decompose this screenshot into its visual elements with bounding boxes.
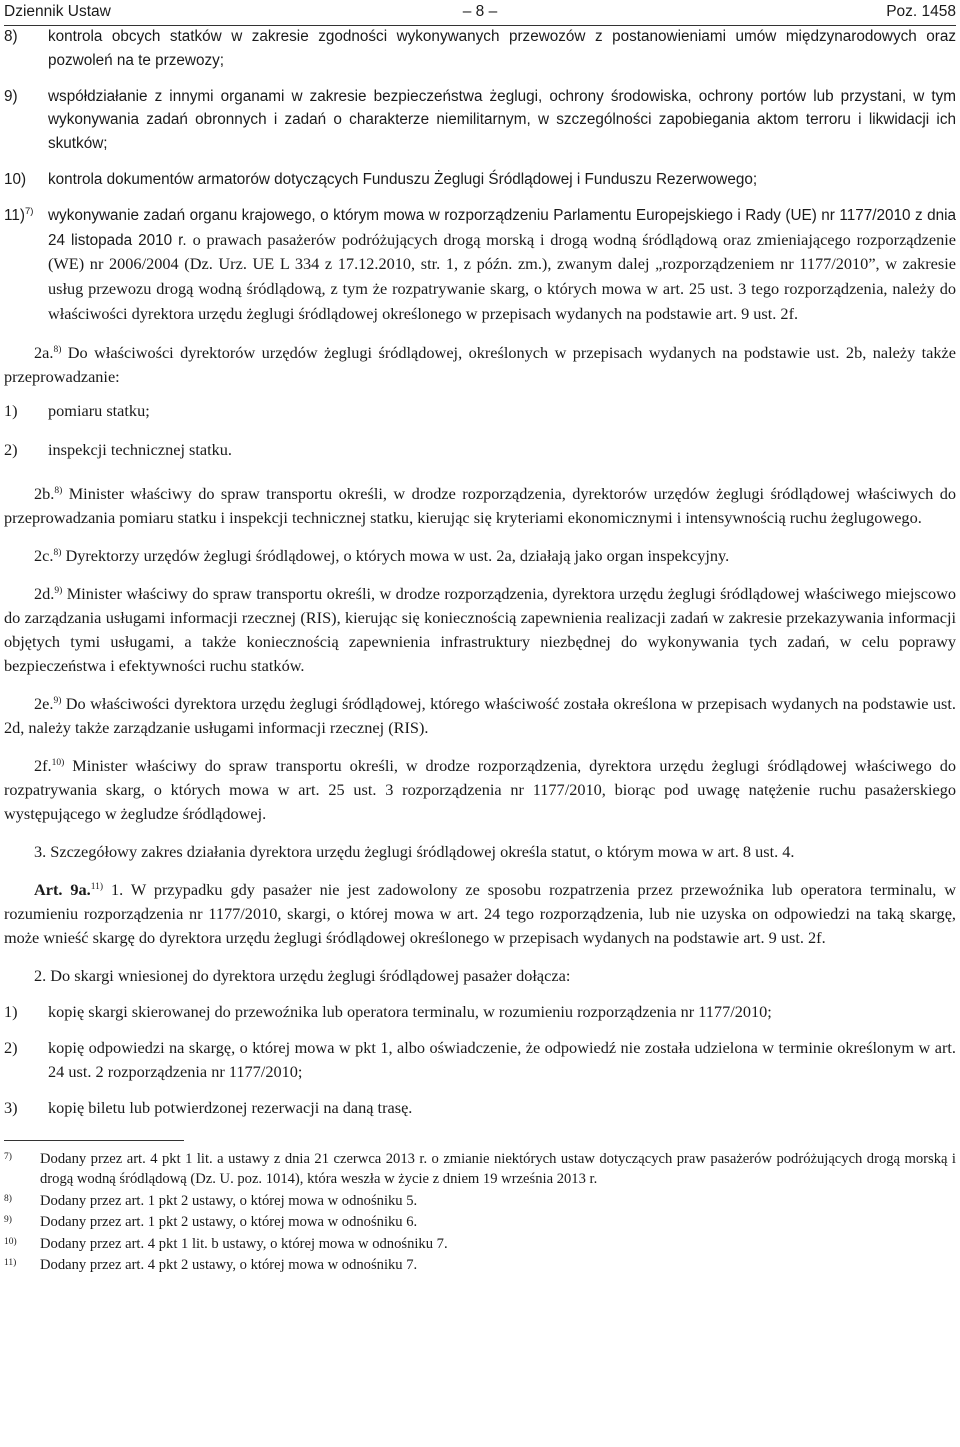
list-item-number: 2) (4, 1037, 18, 1057)
footnote-ref: 8) (53, 344, 62, 355)
list-item-8 (4, 25, 956, 73)
document-page (4, 0, 956, 1276)
list-item-11 (4, 204, 956, 327)
list-item-text: kopię skargi skierowanej do przewoźnika lub operatora terminalu, w rozumieniu rozporządzenia nr 1177/2010; (48, 1001, 772, 1021)
list-item-number: 9) (4, 87, 18, 105)
footnote-text: Dodany przez art. 1 pkt 2 ustawy, o której mowa w odnośniku 5. (40, 1192, 418, 1209)
running-header (4, 0, 956, 26)
list-item-text: wykonywanie zadań organu krajowego, o którym mowa w rozporządzeniu Parlamentu Europejskiego i Rady (UE) nr 1177/2010 z dnia 24 listopada 2010 r. o prawach pasażerów podróżujących drogą morską i drogą wodną śródlądową oraz zmieniającego rozporządzenie (WE) nr 2006/2004 (Dz. Urz. UE L 334 z 17.12.2010, str. 1, z późn. zm.), zwanym dalej „rozporządzeniem nr 1177/2010”, w zakresie usług przewozu drogą wodną śródlądową, z tym że rozpatrywanie skarg, o których mowa w art. 25 ust. 3 tego rozporządzenia, należy do właściwości dyrektora urzędu żeglugi śródlądowej określonego w przepisach wydanych na podstawie art. 9 ust. 2f. (48, 206, 957, 323)
list-item-1 (4, 399, 956, 423)
footnote-text: Dodany przez art. 4 pkt 1 lit. a ustawy z dnia 21 czerwca 2013 r. o zmianie niektórych ustaw dotyczących praw pasażerów podróżujących drogą morską i drogą wodną śródlądową (Dz. U. poz. 1014), która weszła w życie z dniem 19 września 2013 r. (40, 1150, 956, 1188)
section-2a-to-2f (4, 341, 956, 1120)
paragraph-2c: 2c.$^{8)}$ Dyrektorzy urzędów żeglugi śródlądowej, o których mowa w ust. 2a, działają jako organ inspekcyjny. (34, 545, 730, 565)
footnote-number: 11) (4, 1258, 17, 1269)
footnote-ref: 8) (53, 547, 62, 558)
list-item-text: kopię odpowiedzi na skargę, o której mowa w pkt 1, albo oświadczenie, że odpowiedź nie została udzielona w terminie określonym w art. 24 ust. 2 rozporządzenia nr 1177/2010; (48, 1037, 956, 1081)
footnote-number: 10) (4, 1236, 17, 1247)
list-item-3 (4, 1096, 956, 1120)
footnote-ref: 8) (54, 485, 63, 496)
footnote-7 (4, 1149, 956, 1190)
list-item-text: pomiaru statku; (48, 400, 150, 420)
position-number: Poz. 1458 (886, 3, 956, 20)
list-item-number: 2) (4, 439, 18, 459)
list-item-number: 1) (4, 400, 18, 420)
paragraph-2d: 2d.$^{9)}$ Minister właściwy do spraw transportu określi, w drodze rozporządzenia, dyrektora urzędu żeglugi śródlądowej właściwego miejscowo do zarządzania usługami informacji rzecznej (RIS), kierując się koniecznością zapewnienia realizacji zadań w zakresie przekazywania informacji objętych tymi usługami, a także koniecznością zapewnienia infrastruktury niezbędnej do wykonywania tych zadań, w celu poprawy bezpieczeństwa i efektywności ruchu statków. (4, 583, 957, 675)
paragraph-2b: 2b.$^{8)}$ Minister właściwy do spraw transportu określi, w drodze rozporządzenia, dyrektorów urzędów żeglugi śródlądowej właściwych do przeprowadzania pomiaru statku i inspekcji technicznej statku, kierując się kryteriami ekonomicznymi i intensywnością ruchu żeglugowego. (4, 483, 956, 527)
footnote-text: Dodany przez art. 1 pkt 2 ustawy, o której mowa w odnośniku 6. (40, 1214, 418, 1231)
footnote-ref: 11) (90, 881, 104, 892)
footnotes (4, 1149, 956, 1276)
footnote-ref: 9) (54, 585, 63, 596)
paragraph-3: 3. Szczegółowy zakres działania dyrektora urzędu żeglugi śródlądowej określa statut, o którym mowa w art. 8 ust. 4. (34, 841, 795, 861)
list-item-number: 1) (4, 1001, 18, 1021)
footnote-number: 9) (4, 1215, 12, 1226)
footnote-9 (4, 1212, 956, 1233)
page-number: – 8 – (462, 3, 498, 20)
footnote-number: 7) (4, 1151, 12, 1162)
list-item-text: kontrola obcych statków w zakresie zgodności wykonywanych przewozów z postanowieniami umów międzynarodowych oraz pozwoleń na te przewozy; (48, 28, 956, 69)
list-item-9 (4, 85, 956, 156)
footnote-text: Dodany przez art. 4 pkt 1 lit. b ustawy, o której mowa w odnośniku 7. (40, 1235, 448, 1252)
article-9a-paragraph-1: Art. 9a.$^{11)}$ 1. W przypadku gdy pasażer nie jest zadowolony ze sposobu rozpatrzenia przez przewoźnika lub operatora terminalu, w rozumieniu rozporządzenia nr 1177/2010, skargi, o której mowa w art. 24 tego rozporządzenia, lub nie uzyska on odpowiedzi na taką skargę, może wnieść skargę do dyrektora urzędu żeglugi śródlądowej określonego w przepisach wydanych na podstawie art. 9 ust. 2f. (4, 879, 957, 947)
footnote-11 (4, 1255, 956, 1276)
footnote-ref: 10) (51, 757, 65, 768)
article-9a-paragraph-2: 2. Do skargi wniesionej do dyrektora urzędu żeglugi śródlądowej pasażer dołącza: (34, 965, 571, 985)
list-item-number: 3) (4, 1097, 18, 1117)
list-item-number: 11)$^{7)}$ (4, 205, 34, 224)
list-item-2 (4, 1036, 956, 1084)
list-item-1 (4, 1000, 956, 1024)
list-item-2 (4, 438, 956, 462)
footnote-10 (4, 1234, 956, 1255)
list-item-text: inspekcji technicznej statku. (48, 439, 233, 459)
footnote-ref: 9) (53, 695, 62, 706)
footnote-text: Dodany przez art. 4 pkt 2 ustawy, o której mowa w odnośniku 7. (40, 1257, 418, 1274)
document-body (4, 25, 956, 1276)
footnote-separator (4, 1140, 184, 1141)
paragraph-2a: 2a.$^{8)}$ Do właściwości dyrektorów urzędów żeglugi śródlądowej, określonych w przepisach wydanych na podstawie ust. 2b, należy także przeprowadzanie: (4, 342, 956, 386)
article-heading: Art. 9a. (34, 879, 91, 899)
paragraph-2f: 2f.$^{10)}$ Minister właściwy do spraw transportu określi, w drodze rozporządzenia, dyrektora urzędu żeglugi śródlądowej właściwego do rozpatrywania skarg, o których mowa w art. 25 ust. 3 rozporządzenia nr 1177/2010, biorąc pod uwagę natężenie ruchu pasażerskiego występującego w żegludze śródlądowej. (4, 755, 956, 823)
list-item-10 (4, 168, 956, 192)
list-item-text: współdziałanie z innymi organami w zakresie bezpieczeństwa żeglugi, ochrony środowiska, ochrony portów lub przystani, w tym wykonywania zadań obronnych i zadań o charakterze niemilitarnym, w szczególności zapobiegania aktom terroru i likwidacji ich skutków; (48, 87, 956, 153)
list-item-text: kopię biletu lub potwierdzonej rezerwacji na daną trasę. (48, 1097, 413, 1117)
paragraph-2e: 2e.$^{9)}$ Do właściwości dyrektora urzędu żeglugi śródlądowej, którego właściwość została określona w przepisach wydanych na podstawie ust. 2d, należy także zarządzanie usługami informacji rzecznej (RIS). (4, 693, 956, 737)
list-item-number: 10) (4, 170, 27, 188)
footnote-number: 8) (4, 1193, 12, 1204)
list-item-text: kontrola dokumentów armatorów dotyczących Funduszu Żeglugi Śródlądowej i Funduszu Rezerwowego; (48, 170, 758, 188)
list-item-number: 8) (4, 28, 18, 45)
journal-title: Dziennik Ustaw (4, 3, 111, 20)
footnote-8 (4, 1191, 956, 1212)
footnote-ref: 7) (24, 205, 34, 217)
